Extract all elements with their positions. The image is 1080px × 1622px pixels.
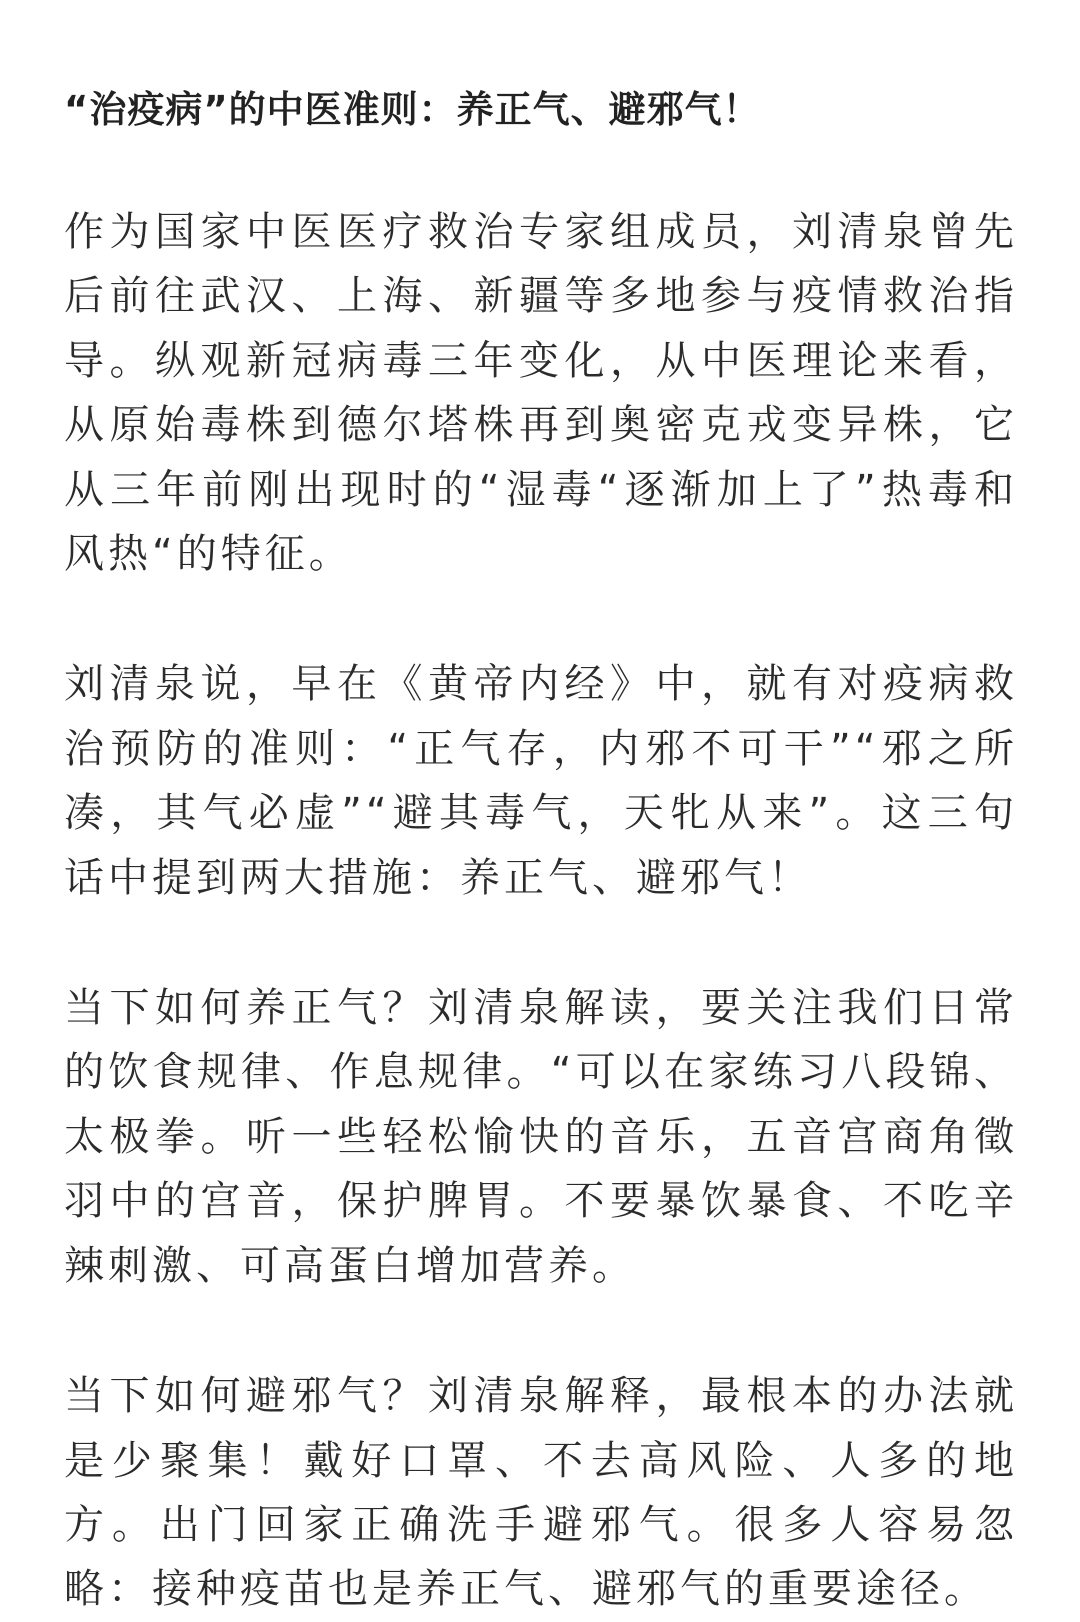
paragraph-expert-background: 作为国家中医医疗救治专家组成员，刘清泉曾先后前往武汉、上海、新疆等多地参与疫情救治指导。纵观新冠病毒三年变化，从中医理论来看，从原始毒株到德尔塔株再到奥密克戎变异株，它从三年前刚出现时的“湿毒“逐渐加上了”热毒和风热“的特征。 xyxy=(64,209,1018,578)
paragraph-huangdi-neijing: 刘清泉说，早在《黄帝内经》中，就有对疫病救治预防的准则：“正气存，内邪不可干”“邪之所凑，其气必虚”“避其毒气，天牝从来”。这三句话中提到两大措施：养正气、避邪气！ xyxy=(64,661,1018,901)
paragraph-avoid-xieqi: 当下如何避邪气？刘清泉解释，最根本的办法就是少聚集！戴好口罩、不去高风险、人多的地方。出门回家正确洗手避邪气。很多人容易忽略：接种疫苗也是养正气、避邪气的重要途径。 xyxy=(64,1373,1018,1613)
article-heading: “治疫病”的中医准则：养正气、避邪气！ xyxy=(64,88,761,131)
paragraph-nourish-zhengqi: 当下如何养正气？刘清泉解读，要关注我们日常的饮食规律、作息规律。“可以在家练习八段锦、太极拳。听一些轻松愉快的音乐，五音宫商角徵羽中的宫音，保护脾胃。不要暴饮暴食、不吃辛辣刺激、可高蛋白增加营养。 xyxy=(64,985,1018,1289)
